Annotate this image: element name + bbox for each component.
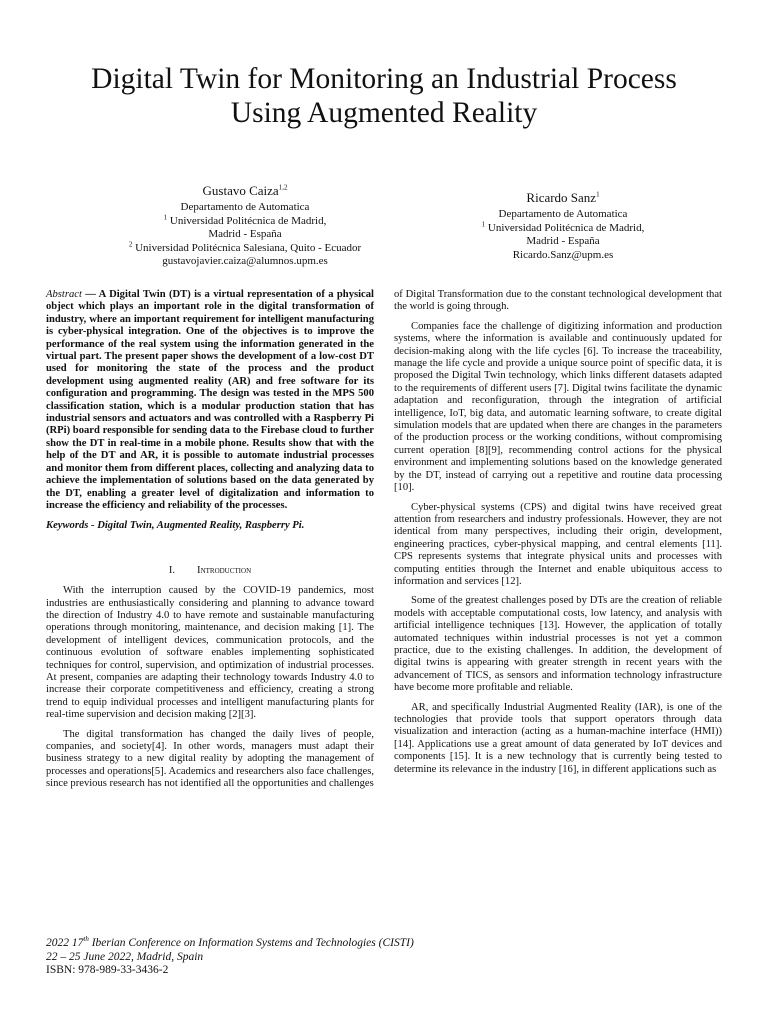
author-name: Ricardo Sanz$^1$ [526, 190, 600, 205]
right-column [394, 289, 722, 776]
affiliation-line: $^2$ Universidad Politécnica Salesiana, Quito - Ecuador [128, 239, 362, 254]
title-line-2: Using Augmented Reality [230, 97, 538, 129]
paragraph: AR, and specifically Industrial Augmented Reality (IAR), is one of the technologies that provide tools that support operators through data visualization and interaction (acting as a human-machine interface (HMI)) [14]. Applications use a great amount of data generated by IoT devices and components [15]. It is a new technology that is currently being tested to determine its relevance in the industry [16], in different applications such as [394, 701, 722, 775]
conference-name: 2022 17th Iberian Conference on Information Systems and Technologies (CISTI) [46, 935, 414, 949]
author-email: Ricardo.Sanz@upm.es [512, 248, 614, 261]
abstract-body: — A Digital Twin (DT) is a virtual representation of a physical object which plays an important role in the digital transformation of industry, where an important requirement for intelligent manufacturing is cyber-physical integration. One of the objectives is to improve the performance of the real system using the information generated in the virtual part. The present paper shows the development of a low-cost DT used for monitoring the state of the process and the product development using augmented reality (AR) and free software for its configuration and programming. The design was tested in the MPS 500 classification station, which is a modular production station that has industrial sensors and actuators and was controlled with a Raspberry Pi (RPi) board responsible for sending data to the Firebase cloud to further show the DT in real-time in a mobile phone. Results show that with the help of the DT and AR, it is possible to automate industrial processes and monitor them from different places, collecting and analyzing data to achieve the implementation of solutions based on the data generated by the DT, enabling a greater level of digitalization and information to increase the efficiency and reliability of the processes. [46, 289, 374, 511]
paragraph: The digital transformation has changed the daily lives of people, companies, and society[4]. In other words, managers must adapt their business strategy to a new digital reality by adopting the management of processes and operations[5]. Academics and researchers also face challenges, since previous research has not identified all the opportunities and challenges [46, 728, 374, 790]
conference-footer [46, 937, 414, 978]
abstract [46, 289, 374, 512]
section-number: I. [168, 564, 176, 576]
author-block-sanz [420, 190, 706, 262]
paragraph: With the interruption caused by the COVID-19 pandemics, most industries are enthusiastically considering and planning to advance toward the direction of Industry 4.0 to have remote and sustainable manufacturing operations through monitoring, maintenance, and decision making [1]. The development of intelligent devices, communication protocols, and the continuous evolution of software enables implementing sophisticated techniques for control, supervision, and optimization of industrial processes. At present, companies are adapting their technology towards Industry 4.0 to increase their corporate competitiveness and efficiency, creating a strong trend to equip individual processes and intelligent manufacturing plants for real-time supervision and decision making [2][3]. [46, 585, 374, 721]
author-block-caiza [100, 183, 390, 269]
section-title: Introduction [197, 564, 252, 576]
paragraph: Some of the greatest challenges posed by DTs are the creation of reliable models with acceptable computational costs, low latency, and analysis with artificial intelligence techniques [13]. However, the application of totally automated techniques within industrial processes is not yet a common practice, due to the existing challenges. In addition, the development of digital twins is appearing with greater strength in recent years with the advancement of TICS, as sensors and information technology infrastructure have become more profitable and reliable. [394, 595, 722, 694]
left-column [46, 289, 374, 791]
title-line-1: Digital Twin for Monitoring an Industrial Process [91, 63, 677, 95]
conference-dates: 22 – 25 June 2022, Madrid, Spain [46, 950, 204, 963]
affiliation-line: $^1$ Universidad Politécnica de Madrid, [481, 219, 645, 234]
section-heading-introduction [46, 565, 374, 577]
affiliation-line: Departamento de Automatica [498, 208, 628, 220]
paragraph: Companies face the challenge of digitizing information and production systems, where the information is available and continuously updated for decision-making along with the life cycles [6]. To increase the traceability, manage the life cycle and provide a unique source point of specific data, it is proposed the Digital Twin technology, which links different datasets adapted to the requirements of different users [7]. Digital twins facilitate the dynamic adaptation and reconfiguration, through the integration of artificial intelligence, IoT, big data, and automatic learning software, to create digital simulation models that are updated when there are changes in the parameters of the production process or the working conditions, without compromising current operation [8][9], recommending control actions for the physical environment and implementing solutions based on the knowledge generated by the DT, instead of carrying out a repetitive and routine data processing [10]. [394, 320, 722, 494]
author-name: Gustavo Caiza$^{1,2}$ [202, 183, 288, 198]
isbn: ISBN: 978-989-33-3436-2 [46, 964, 169, 976]
paper-title [40, 62, 728, 130]
paragraph-continuation: of Digital Transformation due to the constant technological development that the world is going through. [394, 289, 722, 313]
affiliation-line: Departamento de Automatica [180, 201, 310, 213]
abstract-label: Abstract [46, 289, 82, 300]
keywords: Keywords - Digital Twin, Augmented Reality, Raspberry Pi. [46, 520, 305, 532]
author-email: gustavojavier.caiza@alumnos.upm.es [162, 255, 328, 267]
affiliation-line: Madrid - España [526, 235, 600, 247]
affiliation-line: Madrid - España [208, 228, 282, 240]
affiliation-line: $^1$ Universidad Politécnica de Madrid, [163, 212, 327, 227]
paragraph: Cyber-physical systems (CPS) and digital twins have received great attention from researchers and industry professionals. However, they are not identical from many perspectives, including their origin, development, engineering practices, cyber-physical mapping, and central elements [11]. CPS represents systems that integrate physical units and processes with computing entities through the Internet and enable ubiquitous access to information and services [12]. [394, 501, 722, 587]
